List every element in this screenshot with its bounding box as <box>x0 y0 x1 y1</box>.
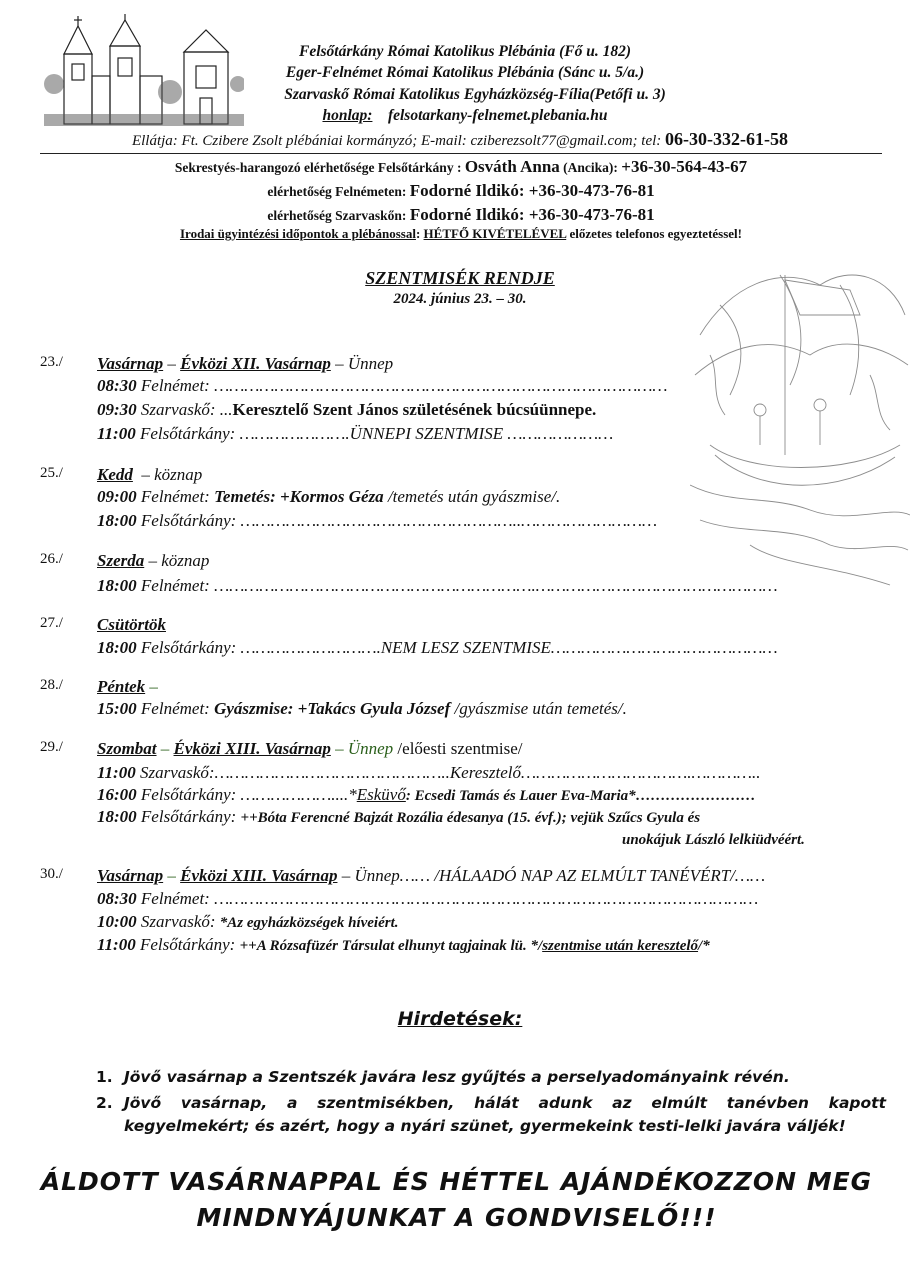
mass-text: Felsőtárkány: ………………………………………………..……………………… <box>136 511 658 530</box>
day-heading <box>97 677 158 697</box>
mass-place: Felsőtárkány: ………………....* <box>136 785 357 804</box>
mass-place: Felnémet: <box>136 487 215 506</box>
mass-line <box>97 699 627 719</box>
day-number: 27./ <box>40 615 63 631</box>
mass-time: 11:00 <box>97 424 136 443</box>
mass-time: 18:00 <box>97 576 137 595</box>
office-except: HÉTFŐ KIVÉTELÉVEL <box>423 226 567 241</box>
note-end: /* <box>698 938 710 954</box>
day-name: Csütörtök <box>97 615 166 634</box>
day-number: 23./ <box>40 354 63 370</box>
feast-kind: – Ünnep <box>330 354 394 373</box>
mass-line <box>97 763 760 783</box>
office-colon: : <box>415 226 421 241</box>
mass-text: Felnémet: ……………………………………………………….………………………………………… <box>136 576 778 595</box>
mass-note: /temetés után gyászmise/. <box>383 487 561 506</box>
schedule-title: SZENTMISÉK RENDJE <box>365 268 555 288</box>
mass-intention: *Az egyházközségek híveiért. <box>219 915 399 931</box>
mass-line <box>97 511 657 531</box>
day-name: Szombat <box>97 739 157 758</box>
mass-note: /gyászmise után temetés/. <box>450 699 627 718</box>
header-divider <box>40 153 882 154</box>
office-rest: előzetes telefonos egyeztetéssel! <box>569 226 743 241</box>
day-heading <box>97 615 166 635</box>
mass-line <box>97 576 778 596</box>
day-number: 28./ <box>40 677 63 693</box>
day-heading <box>97 465 202 485</box>
feast-kind: – Ünnep…… /HÁLAADÓ NAP AZ ELMÚLT TANÉVÉRT/…… <box>337 866 766 885</box>
announcements-title: Hirdetések: <box>397 1008 523 1030</box>
feast-extra: /előesti szentmise/ <box>393 739 523 758</box>
mass-line <box>97 889 758 909</box>
website-line <box>250 107 680 125</box>
szarvasko-label: elérhetőség Szarvaskőn: <box>267 208 407 223</box>
boat-sketch-illustration <box>690 245 910 595</box>
closing-blessing-line1: ÁLDOTT VASÁRNAPPAL ÉS HÉTTEL AJÁNDÉKOZZON MEG <box>40 1167 873 1196</box>
mass-intention: ++Bóta Ferencné Bajzát Rozália édesanya (15. évf.); vejük Szűcs Gyula és <box>240 810 701 826</box>
mass-time: 09:00 <box>97 487 137 506</box>
mass-line-continued <box>622 829 805 849</box>
mass-place: Felsőtárkány: <box>136 807 241 826</box>
day-heading <box>97 739 523 759</box>
sacristan-name: Osváth Anna <box>464 157 560 176</box>
mass-line <box>97 807 700 827</box>
mass-line <box>97 487 560 507</box>
day-name: Szerda <box>97 551 145 570</box>
mass-text: Keresztelő Szent János születésének búcsúünnepe. <box>232 400 597 419</box>
mass-intention: Gyászmise: +Takács Gyula József <box>214 699 451 718</box>
heading-sep: – <box>163 354 181 373</box>
mass-place: Szarvaskő: <box>136 912 220 931</box>
sacristan-phone: +36-30-564-43-67 <box>621 157 748 176</box>
mass-time: 09:30 <box>97 400 137 419</box>
website-link[interactable]: felsotarkany-felnemet.plebania.hu <box>387 107 608 124</box>
day-heading <box>97 866 765 886</box>
mass-line <box>97 638 778 658</box>
parish-szarvasko: Szarvaskő Római Katolikus Egyházközség-Fília(Petőfi u. 3) <box>284 86 666 103</box>
announcement-item <box>96 1066 886 1089</box>
wedding-label: Esküvő <box>356 785 406 804</box>
mass-intention: Temetés: +Kormos Géza <box>214 487 384 506</box>
felnemet-label: elérhetőség Felnémeten: <box>267 184 407 199</box>
mass-line <box>97 424 613 444</box>
sacristan-nick: (Ancika): <box>563 160 618 175</box>
feast-kind: – Ünnep <box>330 739 394 758</box>
mass-intention: : Ecsedi Tamás és Lauer Eva-Maria*…………………… <box>405 788 756 804</box>
mass-line <box>97 912 399 932</box>
mass-text: Felnémet: ……………………………………………………………………………… <box>136 376 668 395</box>
szarvasko-value: Fodorné Ildikó: +36-30-473-76-81 <box>409 205 655 224</box>
mass-time: 11:00 <box>97 935 136 954</box>
parish-felsotarkany: Felsőtárkány Római Katolikus Plébánia (Fő u. 182) <box>299 43 631 60</box>
email-link[interactable]: cziberezsolt77@gmail.com; <box>470 133 638 149</box>
item-number: 1. <box>96 1068 113 1086</box>
day-heading <box>97 551 209 571</box>
announcement-item <box>96 1092 886 1138</box>
mass-time: 18:00 <box>97 638 137 657</box>
mass-time: 11:00 <box>97 763 136 782</box>
heading-sep: – <box>156 739 174 758</box>
day-name: Kedd <box>97 465 133 484</box>
item-text: Jövő vasárnap a Szentszék javára lesz gyűjtés a perselyadományaink révén. <box>124 1068 790 1086</box>
mass-time: 18:00 <box>97 511 137 530</box>
mass-time: 16:00 <box>97 785 137 804</box>
office-label: Irodai ügyintézési időpontok a plébánossal <box>179 226 416 241</box>
mass-line <box>97 376 668 396</box>
mass-line <box>97 400 596 420</box>
sacristan-line <box>40 157 882 177</box>
office-hours-line <box>40 226 882 242</box>
feast-name: Évközi XIII. Vasárnap <box>180 866 338 885</box>
mass-time: 08:30 <box>97 376 137 395</box>
closing-blessing-line2: MINDNYÁJUNKAT A GONDVISELŐ!!! <box>196 1203 717 1232</box>
website-label: honlap: <box>322 107 373 124</box>
feast-name: Évközi XIII. Vasárnap <box>173 739 331 758</box>
mass-place: Felsőtárkány: <box>135 935 240 954</box>
day-name: Vasárnap <box>97 354 164 373</box>
mass-text: Szarvaskő:………………………………………..Keresztelő…………………………….………….. <box>135 763 761 782</box>
contact-prefix: Ellátja: Ft. Czibere Zsolt plébániai kormányzó; E-mail: <box>131 133 467 149</box>
mass-time: 08:30 <box>97 889 137 908</box>
church-illustration <box>44 14 244 126</box>
mass-intention-cont: unokájuk László lelkiüdvéért. <box>622 832 805 848</box>
felnemet-value: Fodorné Ildikó: +36-30-473-76-81 <box>409 181 655 200</box>
day-kind: – köznap <box>141 465 203 484</box>
day-number: 26./ <box>40 551 63 567</box>
tel-label: tel: <box>641 133 662 149</box>
mass-place: Szarvaskő: ... <box>136 400 233 419</box>
schedule-dates: 2024. június 23. – 30. <box>393 291 527 307</box>
parish-felnemet: Eger-Felnémet Római Katolikus Plébánia (Sánc u. 5/a.) <box>285 64 645 81</box>
contact-line <box>40 129 880 150</box>
mass-line <box>97 935 710 955</box>
day-name: Vasárnap <box>97 866 164 885</box>
day-number: 29./ <box>40 739 63 755</box>
mass-text: Felsőtárkány: ………………….ÜNNEPI SZENTMISE ………………… <box>135 424 614 443</box>
mass-time: 15:00 <box>97 699 137 718</box>
feast-name: Évközi XII. Vasárnap <box>180 354 331 373</box>
day-name: Péntek <box>97 677 146 696</box>
mass-time: 18:00 <box>97 807 137 826</box>
mass-line <box>97 785 756 805</box>
day-number: 25./ <box>40 465 63 481</box>
mass-place: Felnémet: <box>136 699 215 718</box>
heading-sep: – <box>163 866 181 885</box>
sacristan-label: Sekrestyés-harangozó elérhetősége Felsőtárkány : <box>174 160 462 175</box>
day-heading <box>97 354 393 374</box>
item-text: Jövő vasárnap, a szentmisékben, hálát adunk az elmúlt tanévben kapott kegyelmekért; és azért, hogy a nyári szünet, gyermekeink testi-lelki javára váljék! <box>124 1094 886 1135</box>
mass-text: Felnémet: ……………………………………………………………………………………………… <box>136 889 759 908</box>
item-number: 2. <box>96 1094 113 1112</box>
day-kind: – köznap <box>144 551 210 570</box>
mass-time: 10:00 <box>97 912 137 931</box>
felnemet-contact-line <box>40 181 882 201</box>
day-kind: – <box>145 677 158 696</box>
phone-number: 06-30-332-61-58 <box>665 129 789 149</box>
szarvasko-contact-line <box>40 205 882 225</box>
mass-text: Felsőtárkány: ……………………….NEM LESZ SZENTMISE……………………………………… <box>136 638 778 657</box>
baptism-note: szentmise után keresztelő <box>542 938 699 954</box>
day-number: 30./ <box>40 866 63 882</box>
mass-intention: ++A Rózsafüzér Társulat elhunyt tagjainak lü. */ <box>239 938 543 954</box>
